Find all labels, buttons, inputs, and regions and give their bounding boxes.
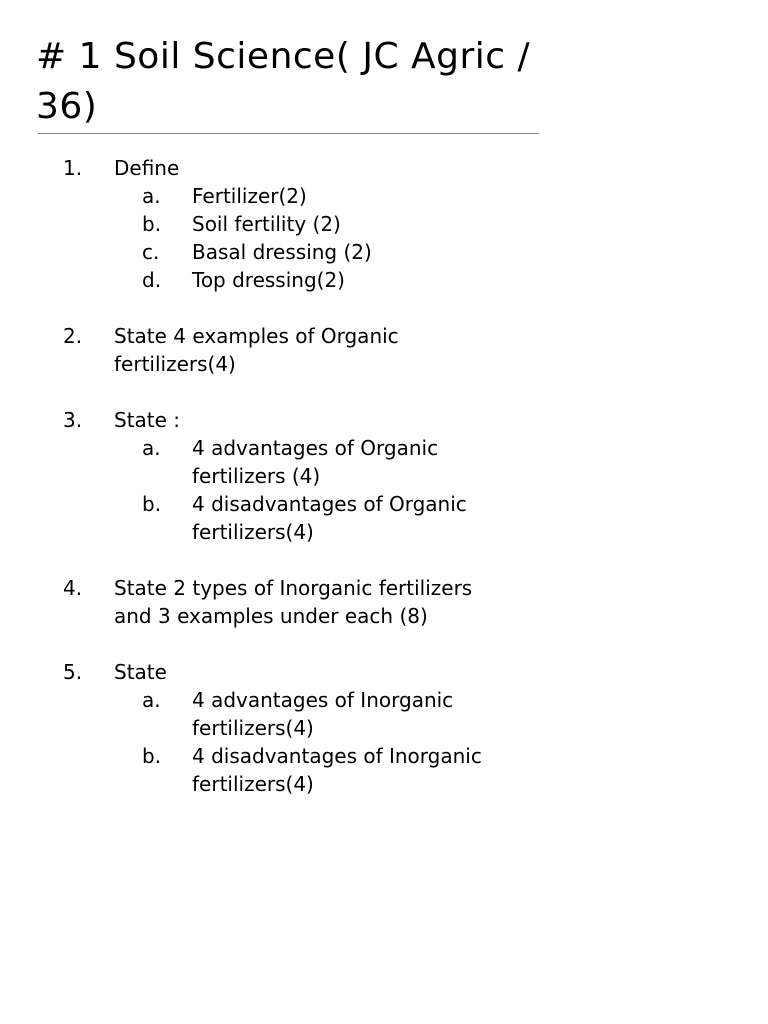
- sub-question-text: Fertilizer(2): [192, 184, 307, 208]
- question-number: 3.: [63, 408, 83, 432]
- sub-question-text: 4 disadvantages of Inorganic fertilizers(4): [192, 744, 482, 796]
- title-divider: [38, 133, 539, 134]
- sub-question-list: [114, 686, 514, 798]
- question-4: [0, 574, 514, 630]
- sub-question-text: 4 disadvantages of Organic fertilizers(4): [192, 492, 467, 544]
- sub-question-text: 4 advantages of Organic fertilizers (4): [192, 436, 439, 488]
- question-text: Define: [114, 156, 180, 180]
- sub-question-text: 4 advantages of Inorganic fertilizers(4): [192, 688, 454, 740]
- sub-question: [114, 742, 532, 798]
- question-number: 4.: [63, 576, 83, 600]
- sub-question-letter: d.: [142, 268, 162, 292]
- sub-question-list: [114, 434, 514, 546]
- sub-question: [114, 686, 532, 742]
- question-list: [0, 154, 768, 826]
- sub-question-letter: a.: [142, 184, 161, 208]
- sub-question-letter: b.: [142, 492, 162, 516]
- sub-question-text: Basal dressing (2): [192, 240, 372, 264]
- sub-question-text: Soil fertility (2): [192, 212, 341, 236]
- question-3: [0, 406, 514, 546]
- question-2: [0, 322, 514, 378]
- question-5: [0, 658, 514, 798]
- sub-question: [114, 490, 532, 546]
- question-text: State 2 types of Inorganic fertilizers and 3 examples under each (8): [114, 576, 473, 628]
- sub-question-letter: b.: [142, 744, 162, 768]
- page-title: # 1 Soil Science( JC Agric / 36): [36, 36, 531, 127]
- question-text: State: [114, 660, 167, 684]
- question-number: 2.: [63, 324, 83, 348]
- sub-question-text: Top dressing(2): [192, 268, 345, 292]
- sub-question: [114, 266, 532, 294]
- sub-question: [114, 434, 532, 490]
- sub-question: [114, 182, 532, 210]
- question-number: 1.: [63, 156, 83, 180]
- question-text: State 4 examples of Organic fertilizers(4): [114, 324, 399, 376]
- sub-question-letter: a.: [142, 436, 161, 460]
- question-text: State :: [114, 408, 181, 432]
- sub-question-letter: b.: [142, 212, 162, 236]
- sub-question-letter: a.: [142, 688, 161, 712]
- question-number: 5.: [63, 660, 83, 684]
- sub-question: [114, 238, 532, 266]
- question-1: [0, 154, 514, 294]
- sub-question-list: [114, 182, 514, 294]
- sub-question-letter: c.: [142, 240, 160, 264]
- sub-question: [114, 210, 532, 238]
